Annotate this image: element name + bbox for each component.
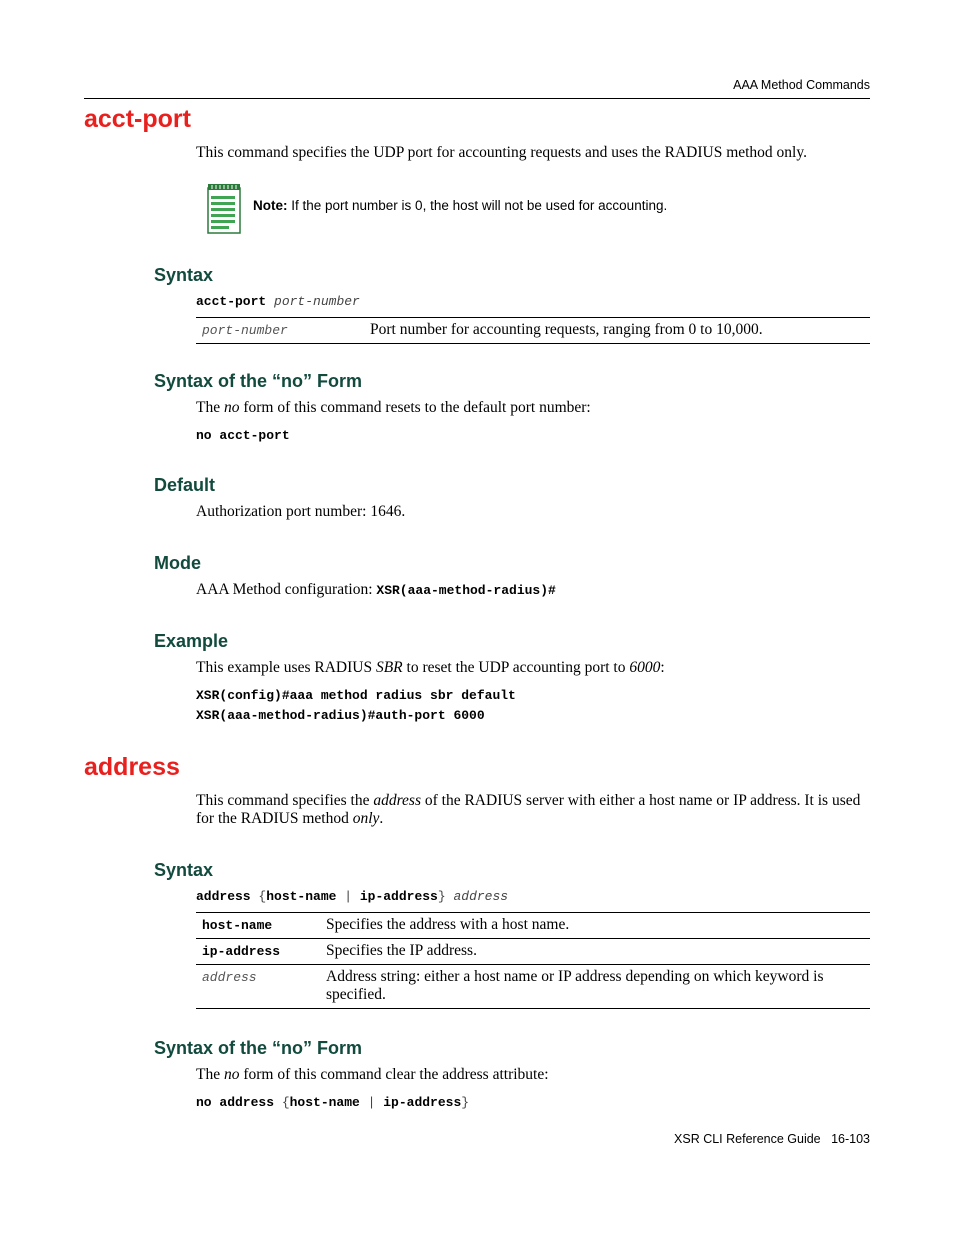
command-title-acct-port: acct-port <box>84 105 191 133</box>
syntax-command: acct-port <box>196 294 267 309</box>
table-row <box>196 913 870 939</box>
acct-port-intro: This command specifies the UDP port for accounting requests and uses the RADIUS method only. <box>196 144 807 161</box>
param-term: port-number <box>196 318 364 344</box>
section-heading-example: Example <box>154 631 229 651</box>
text-run: form of this command resets to the default port number: <box>239 399 591 416</box>
note <box>253 198 667 213</box>
note-text: If the port number is 0, the host will not be used for accounting. <box>287 198 668 213</box>
table-row <box>196 939 870 965</box>
syntax-argument: port-number <box>274 294 360 309</box>
no-form-text <box>196 1066 872 1084</box>
syntax-option: host-name <box>289 1095 360 1110</box>
section-heading-syntax: Syntax <box>154 265 214 285</box>
syntax-option: ip-address <box>359 889 438 904</box>
param-description: Port number for accounting requests, ranging from 0 to 10,000. <box>364 318 870 344</box>
brace: { <box>274 1095 290 1110</box>
syntax-argument: address <box>453 889 509 904</box>
syntax-command: address <box>196 889 251 904</box>
syntax-line <box>196 889 508 904</box>
page-footer <box>0 1132 870 1146</box>
param-term: host-name <box>196 913 320 939</box>
italic-run: no <box>223 399 240 416</box>
text-run: AAA Method configuration: <box>196 581 377 598</box>
italic-run: only <box>352 810 380 827</box>
param-description: Address string: either a host name or IP address depending on which keyword is specified. <box>320 965 870 1009</box>
command-title-address: address <box>84 753 180 781</box>
address-intro <box>196 792 872 828</box>
italic-run: SBR <box>375 659 403 676</box>
no-form-text <box>196 399 872 417</box>
param-term: ip-address <box>196 939 320 965</box>
table-row <box>196 965 870 1009</box>
text-run: to reset the UDP accounting port to <box>402 659 630 676</box>
param-description: Specifies the IP address. <box>320 939 870 965</box>
text-run: of the RADIUS server with either a host name or IP address. It is used for the RADIUS method <box>196 792 861 827</box>
syntax-command: no address <box>196 1095 275 1110</box>
default-text: Authorization port number: 1646. <box>196 503 406 520</box>
mode-text <box>196 581 872 600</box>
example-text <box>196 659 872 677</box>
notepad-icon <box>206 184 242 234</box>
param-term: address <box>196 965 320 1009</box>
text-run: . <box>379 810 384 827</box>
text-run: This example uses RADIUS <box>196 659 376 676</box>
header-rule <box>84 98 870 99</box>
separator: | <box>336 889 360 904</box>
syntax-option: ip-address <box>383 1095 462 1110</box>
section-heading-no-form: Syntax of the “no” Form <box>154 1038 363 1058</box>
table-row <box>196 318 870 344</box>
note-label: Note: <box>253 198 288 213</box>
text-run: The <box>196 1066 224 1083</box>
section-heading-default: Default <box>154 475 216 495</box>
syntax-option: host-name <box>266 889 337 904</box>
text-run: form of this command clear the address attribute: <box>239 1066 549 1083</box>
brace: } <box>437 889 454 904</box>
footer-guide-title: XSR CLI Reference Guide <box>674 1132 821 1146</box>
section-heading-syntax: Syntax <box>154 860 214 880</box>
text-run: The <box>196 399 224 416</box>
text-run: : <box>660 659 665 676</box>
italic-run: 6000 <box>629 659 661 676</box>
parameter-table-acct-port <box>196 317 870 344</box>
section-heading-mode: Mode <box>154 553 201 573</box>
brace: { <box>250 889 267 904</box>
example-line-2: XSR(aaa-method-radius)#auth-port 6000 <box>196 708 485 723</box>
syntax-line <box>196 294 360 309</box>
example-line-1: XSR(config)#aaa method radius sbr default <box>196 688 516 703</box>
italic-run: address <box>373 792 421 809</box>
section-heading-no-form: Syntax of the “no” Form <box>154 371 363 391</box>
page-number: 16-103 <box>831 1132 870 1146</box>
no-form-command: no acct-port <box>196 428 290 443</box>
brace: } <box>461 1095 470 1110</box>
separator: | <box>359 1095 384 1110</box>
param-description: Specifies the address with a host name. <box>320 913 870 939</box>
running-header: AAA Method Commands <box>733 78 870 92</box>
italic-run: no <box>223 1066 240 1083</box>
text-run: This command specifies the <box>196 792 374 809</box>
mode-prompt: XSR(aaa-method-radius)# <box>376 583 556 598</box>
parameter-table-address <box>196 912 870 1009</box>
no-form-command <box>196 1095 469 1110</box>
